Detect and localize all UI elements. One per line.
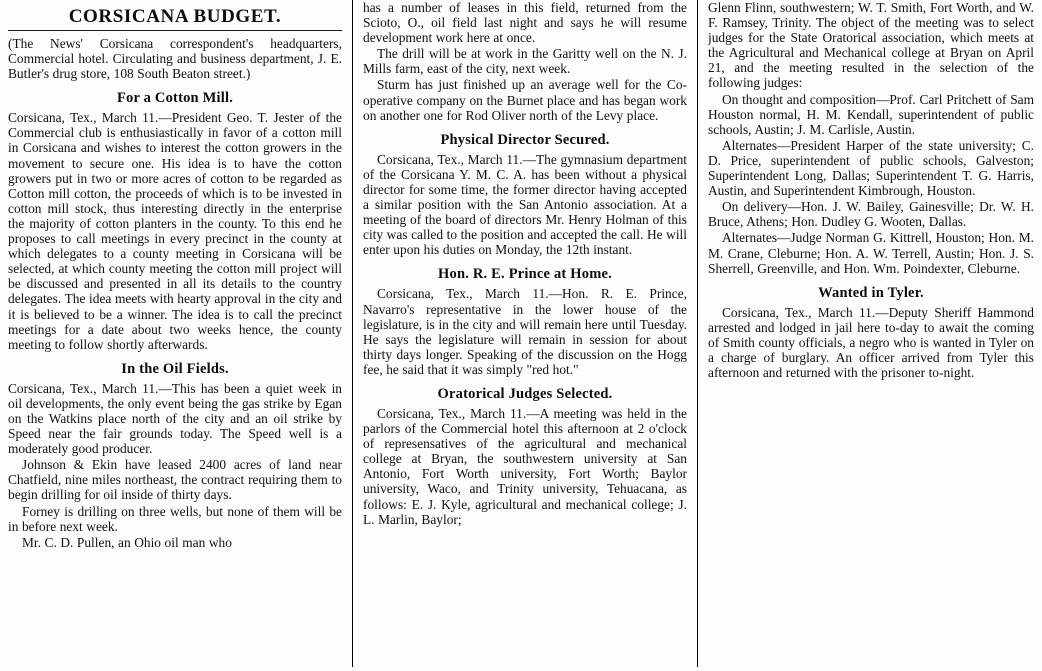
column-1 bbox=[0, 0, 352, 667]
section-headline-cotton-mill: For a Cotton Mill. bbox=[116, 90, 234, 107]
masthead-rule bbox=[8, 30, 342, 31]
paragraph: Corsicana, Tex., March 11.—The gymnasium department of the Corsicana Y. M. C. A. has been without a physical director for some time, the former director having accepted a similar position with the San Antonio association. At a meeting of the board of directors Mr. Henry Holman of this city was called to the position and accepted the call. He will enter upon his duties on Monday, the 12th instant. bbox=[363, 151, 687, 258]
paragraph: The drill will be at work in the Garitty well on the N. J. Mills farm, east of the city, next week. bbox=[363, 46, 687, 77]
column-3-content bbox=[708, 0, 1034, 667]
paragraph: Johnson & Ekin have leased 2400 acres of land near Chatfield, nine miles northeast, the contract requiring them to begin drilling for oil inside of thirty days. bbox=[8, 457, 342, 503]
paragraph: On delivery—Hon. J. W. Bailey, Gainesville; Dr. W. H. Bruce, Athens; Hon. Dudley G. Wooten, Dallas. bbox=[708, 199, 1034, 230]
paragraph: Glenn Flinn, southwestern; W. T. Smith, Fort Worth, and W. F. Ramsey, Trinity. The object of the meeting was to select judges for the State Oratorical association, which meets at the Agricultural and Mechanical college at Bryan on April 21, and the meeting resulted in the selection of the following judges: bbox=[708, 0, 1034, 91]
paragraph: Corsicana, Tex., March 11.—A meeting was held in the parlors of the Commercial hotel this afternoon at 2 o'clock of represensatives of the agricultural and mechanical college at Bryan, the southwestern university at San Antonio, Fort Worth university, Fort Worth; Baylor university, Waco, and Trinity university, Tehuacana, as follows: E. J. Kyle, agricultural and mechanical college; J. L. Marlin, Baylor; bbox=[363, 405, 687, 527]
column-2-content bbox=[363, 0, 687, 667]
column-1-content bbox=[8, 4, 342, 671]
paragraph: Forney is drilling on three wells, but none of them will be in before next week. bbox=[8, 503, 342, 534]
column-3 bbox=[697, 0, 1042, 667]
paragraph: (The News' Corsicana correspondent's headquarters, Commercial hotel. Circulating and business department, J. E. Butler's drug store, 108 South Beaton street.) bbox=[8, 36, 342, 82]
paragraph: Corsicana, Tex., March 11.—President Geo. T. Jester of the Commercial club is enthusiastically in favor of a cotton mill in Corsicana and wishes to interest the cotton growers in the movement to secure one. His idea is to have the cotton growers put in two or more acres of cotton to be regarded as Cotton mill cotton, the proceeds of which is to be invested in cotton mill stock, thus interesting directly in the enterprise the majority of cotton planters in the county. To this end he proposes to call meetings in every precinct in the county at which delegates to a county meeting in Corsicana will be selected, at which county meeting the cotton mill project will be discussed and presented in all its details to the country delegates. The idea meets with hearty approval in the city and it is believed to be a winner. The idea is to call the precinct meetings for a date about two weeks hence, the county meeting to follow shortly afterwards. bbox=[8, 110, 342, 352]
paragraph: Corsicana, Tex., March 11.—This has been a quiet week in oil developments, the only event being the gas strike by Egan on the Watkins place north of the city and an oil strike by Speed near the fair grounds today. The Speed well is a moderately good producer. bbox=[8, 380, 342, 457]
section-headline-oratorical-judges: Oratorical Judges Selected. bbox=[437, 385, 613, 402]
section-headline-wanted-in-tyler: Wanted in Tyler. bbox=[818, 284, 924, 301]
paragraph: has a number of leases in this field, returned from the Scioto, O., oil field last night and says he will resume development work here at once. bbox=[363, 0, 687, 46]
paragraph: On thought and composition—Prof. Carl Pritchett of Sam Houston normal, H. M. Kendall, superintendent of public schools, Austin; J. M. Carlisle, Austin. bbox=[708, 91, 1034, 137]
paragraph: Alternates—President Harper of the state university; C. D. Price, superintendent of public schools, Galveston; Superintendent Long, Dallas; Superintendent T. G. Harris, Austin, and Superintendent Kimbrough, Houston. bbox=[708, 137, 1034, 199]
section-headline-physical-director: Physical Director Secured. bbox=[440, 131, 610, 148]
page-title: CORSICANA BUDGET. bbox=[68, 6, 282, 27]
paragraph: Corsicana, Tex., March 11.—Deputy Sheriff Hammond arrested and lodged in jail here to-day to await the coming of Smith county officials, a negro who is wanted in Tyler on a charge of burglary. An officer arrived from Tyler this afternoon and returned with the prisoner to-night. bbox=[708, 304, 1034, 381]
paragraph: Alternates—Judge Norman G. Kittrell, Houston; Hon. M. M. Crane, Cleburne; Hon. A. W. Terrell, Austin; Hon. J. S. Sherrell, Greenville, and Hon. Wm. Poindexter, Cleburne. bbox=[708, 230, 1034, 276]
paragraph: Sturm has just finished up an average well for the Co-operative company on the Burnet place and has began work on another one for Rod Oliver north of the Levy place. bbox=[363, 77, 687, 123]
section-headline-prince-at-home: Hon. R. E. Prince at Home. bbox=[438, 266, 612, 283]
paragraph: Corsicana, Tex., March 11.—Hon. R. E. Prince, Navarro's representative in the lower house of the legislature, is in the city and will remain here until Tuesday. He says the legislature will remain in session for about thirty days longer. Speaking of the discussion on the Hogg fee, he said that it was simply "red hot." bbox=[363, 286, 687, 377]
section-headline-oil-fields: In the Oil Fields. bbox=[121, 360, 229, 377]
paragraph: Mr. C. D. Pullen, an Ohio oil man who bbox=[22, 534, 232, 550]
column-2 bbox=[352, 0, 697, 667]
